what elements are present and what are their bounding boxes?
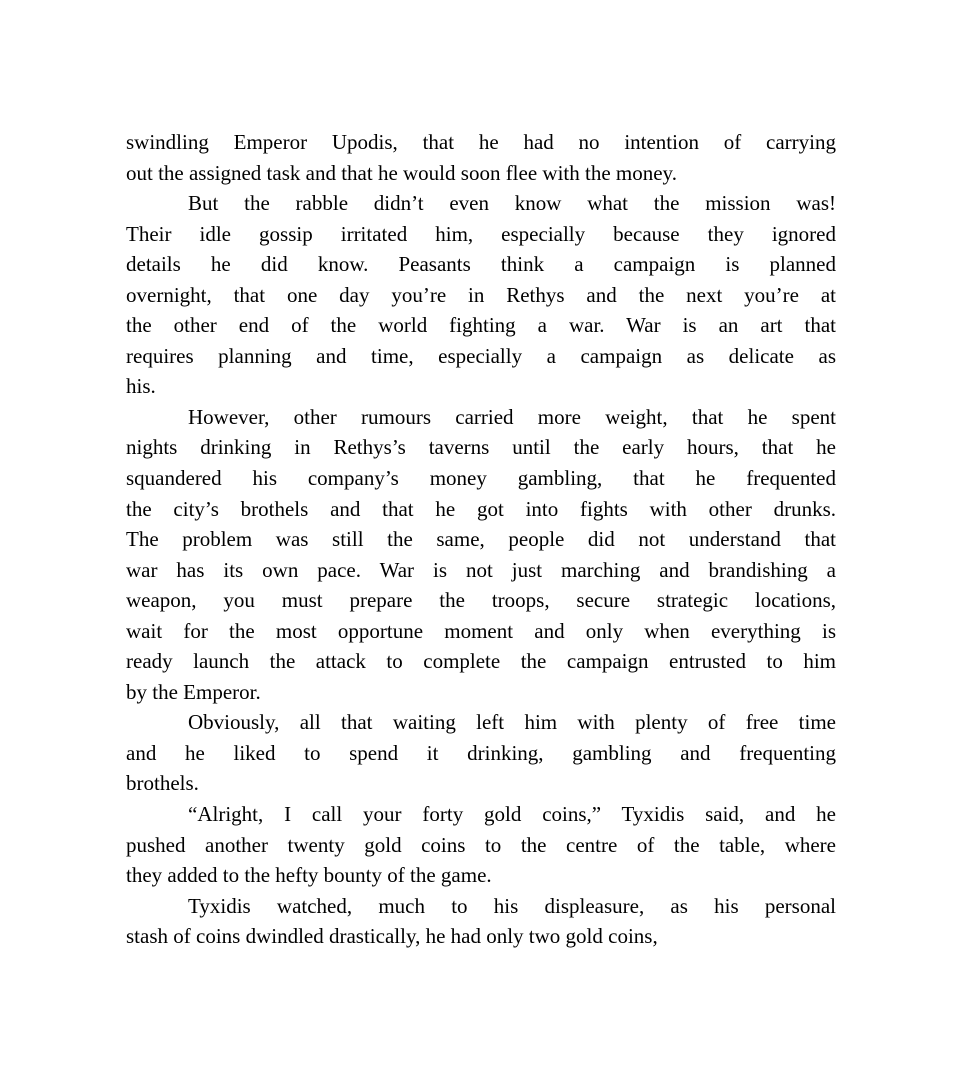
text-line: out the assigned task and that he would soon flee with the money. bbox=[126, 160, 677, 185]
text-line: they added to the hefty bounty of the game. bbox=[126, 863, 492, 888]
text-line: Their idle gossip irritated him, especially because they ignored bbox=[126, 221, 836, 246]
text-line: and he liked to spend it drinking, gambling and frequenting bbox=[126, 740, 836, 765]
paragraph bbox=[126, 799, 836, 891]
text-line: requires planning and time, especially a campaign as delicate as bbox=[126, 343, 836, 368]
text-line: The problem was still the same, people did not understand that bbox=[126, 527, 836, 552]
paragraph bbox=[126, 127, 836, 188]
text-line: brothels. bbox=[126, 771, 199, 796]
text-line: nights drinking in Rethys’s taverns until the early hours, that he bbox=[126, 435, 836, 460]
paragraph bbox=[126, 891, 836, 952]
paragraph bbox=[126, 402, 836, 707]
text-line: squandered his company’s money gambling, that he frequented bbox=[126, 466, 836, 491]
text-line: swindling Emperor Upodis, that he had no intention of carrying bbox=[126, 130, 836, 154]
text-line: However, other rumours carried more weight, that he spent bbox=[188, 404, 836, 429]
text-line: his. bbox=[126, 374, 156, 399]
text-line: by the Emperor. bbox=[126, 679, 261, 704]
text-line: stash of coins dwindled drastically, he had only two gold coins, bbox=[126, 924, 658, 949]
paragraph bbox=[126, 707, 836, 799]
text-line: weapon, you must prepare the troops, secure strategic locations, bbox=[126, 588, 836, 613]
text-line: overnight, that one day you’re in Rethys and the next you’re at bbox=[126, 282, 836, 307]
paragraph bbox=[126, 188, 836, 402]
text-line: ready launch the attack to complete the campaign entrusted to him bbox=[126, 649, 836, 674]
text-line: war has its own pace. War is not just marching and brandishing a bbox=[126, 557, 836, 582]
text-line: pushed another twenty gold coins to the centre of the table, where bbox=[126, 832, 836, 857]
text-line: Tyxidis watched, much to his displeasure, as his personal bbox=[188, 893, 836, 918]
text-line: the other end of the world fighting a war. War is an art that bbox=[126, 313, 836, 338]
page-text-block bbox=[126, 127, 836, 952]
text-line: details he did know. Peasants think a campaign is planned bbox=[126, 252, 836, 277]
text-line: “Alright, I call your forty gold coins,” Tyxidis said, and he bbox=[188, 802, 836, 827]
text-line: wait for the most opportune moment and only when everything is bbox=[126, 618, 836, 643]
text-line: But the rabble didn’t even know what the mission was! bbox=[188, 191, 836, 216]
text-line: the city’s brothels and that he got into fights with other drunks. bbox=[126, 496, 836, 521]
text-line: Obviously, all that waiting left him with plenty of free time bbox=[188, 710, 836, 735]
